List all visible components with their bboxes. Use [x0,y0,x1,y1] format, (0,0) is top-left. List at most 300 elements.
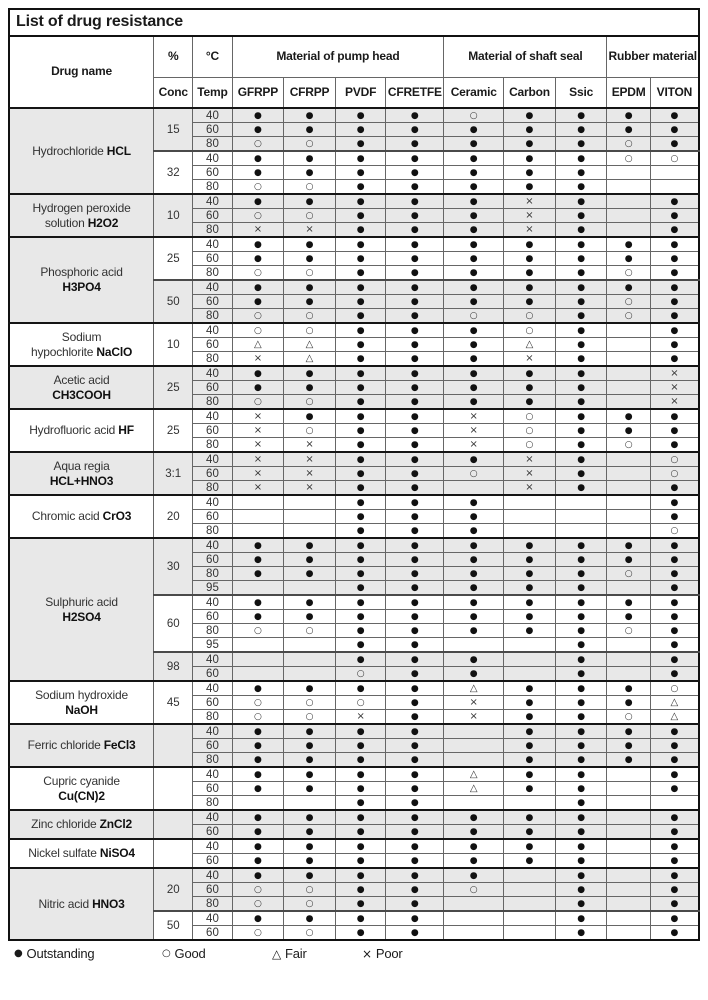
temperature-cell: 60 [193,424,232,438]
rating-cell: ● [335,209,386,223]
rating-cell: ○ [607,137,650,152]
rating-cell: ● [555,223,607,238]
rating-cell: × [232,467,284,481]
temperature-cell: 40 [193,409,232,424]
rating-cell: ○ [284,395,336,410]
rating-cell: ● [555,667,607,682]
rating-cell: ● [555,624,607,638]
rating-cell: × [504,209,556,223]
data-row [9,538,699,553]
rating-cell: ● [386,839,444,854]
rating-cell: × [504,452,556,467]
rating-cell: ● [555,108,607,123]
rating-cell: ● [335,108,386,123]
rating-cell: ● [232,739,284,753]
rating-cell: ● [650,209,699,223]
rating-cell: ● [386,338,444,352]
rating-cell: ● [555,409,607,424]
rating-cell: ● [284,366,336,381]
legend-item-good [162,946,272,961]
rating-cell: ● [232,724,284,739]
rating-cell: ● [386,467,444,481]
rating-cell: ● [504,266,556,281]
temperature-cell: 80 [193,180,232,195]
rating-cell: ● [504,810,556,825]
rating-cell: ● [386,180,444,195]
rating-cell: ● [650,868,699,883]
rating-cell: ● [555,323,607,338]
rating-cell: ● [504,724,556,739]
temperature-cell: 60 [193,338,232,352]
rating-cell: ● [555,266,607,281]
rating-cell: ● [386,424,444,438]
rating-cell: ● [386,123,444,137]
rating-cell: ● [335,223,386,238]
temperature-cell: 80 [193,223,232,238]
rating-cell [607,180,650,195]
rating-cell: ● [504,108,556,123]
rating-cell: ● [335,739,386,753]
col-header-epdm: EPDM [607,78,650,109]
rating-cell: ○ [232,926,284,941]
data-row [9,237,699,252]
drug-name-cell: Hydrogen peroxide solution H2O2 [9,194,154,237]
rating-cell: ● [650,883,699,897]
rating-cell: × [284,467,336,481]
rating-cell: ● [386,595,444,610]
rating-cell: ● [504,252,556,266]
rating-cell: ● [284,123,336,137]
rating-cell: ● [386,854,444,869]
rating-cell: ○ [607,710,650,725]
rating-cell: ● [335,194,386,209]
rating-cell: ● [650,926,699,941]
temperature-cell: 60 [193,166,232,180]
rating-cell: ● [650,610,699,624]
rating-cell: ● [386,652,444,667]
rating-cell [607,911,650,926]
rating-cell: ○ [284,266,336,281]
temperature-cell: 40 [193,108,232,123]
rating-cell: ● [386,897,444,912]
rating-cell: ● [444,151,504,166]
rating-cell: △ [444,767,504,782]
rating-cell: ● [607,538,650,553]
temperature-cell: 95 [193,638,232,653]
rating-cell: ● [284,724,336,739]
temperature-cell: 80 [193,309,232,324]
col-header-conc: Conc [154,78,193,109]
rating-cell: ● [335,868,386,883]
rating-cell: ● [504,839,556,854]
concentration-cell: 20 [154,868,193,911]
temperature-cell: 60 [193,782,232,796]
rating-cell: ● [650,323,699,338]
rating-cell: × [284,481,336,496]
rating-cell: ● [650,652,699,667]
rating-cell: ● [386,610,444,624]
rating-cell: ● [650,510,699,524]
rating-cell [232,581,284,596]
rating-cell: ● [555,911,607,926]
rating-cell: ● [650,295,699,309]
rating-cell: ● [386,166,444,180]
rating-cell: ● [650,553,699,567]
rating-cell: ○ [504,323,556,338]
temperature-cell: 80 [193,137,232,152]
rating-cell: ○ [284,424,336,438]
rating-cell: ● [386,409,444,424]
rating-cell: ● [650,237,699,252]
rating-cell: ● [444,810,504,825]
rating-cell: × [444,696,504,710]
rating-cell: ● [386,739,444,753]
page-title: List of drug resistance [9,9,699,36]
rating-cell [444,926,504,941]
rating-cell: ● [232,366,284,381]
rating-cell: ● [555,137,607,152]
rating-cell [607,839,650,854]
rating-cell: ● [555,681,607,696]
rating-cell: ● [555,395,607,410]
temperature-cell: 80 [193,567,232,581]
rating-cell: ● [444,868,504,883]
col-header-temp-unit: °C [193,36,232,78]
rating-cell: ● [335,452,386,467]
rating-cell [607,352,650,367]
rating-cell: ● [335,495,386,510]
drug-name-cell: Acetic acid CH3COOH [9,366,154,409]
rating-cell [444,796,504,811]
rating-cell: ● [607,252,650,266]
rating-cell: ● [607,123,650,137]
rating-cell: ● [284,538,336,553]
rating-cell: ● [386,810,444,825]
rating-cell: ● [386,553,444,567]
rating-cell: ● [444,854,504,869]
rating-cell: ● [650,839,699,854]
rating-cell: ● [607,610,650,624]
rating-cell [607,166,650,180]
rating-cell: ● [555,581,607,596]
rating-cell: ● [232,825,284,840]
rating-cell: ○ [232,209,284,223]
col-header-carbon: Carbon [504,78,556,109]
rating-cell [284,524,336,539]
rating-cell: ○ [284,696,336,710]
rating-cell: ● [504,280,556,295]
rating-cell: ● [335,510,386,524]
data-row [9,810,699,825]
title-row [9,9,699,36]
rating-cell: ● [650,538,699,553]
rating-cell: ● [386,667,444,682]
rating-cell: ● [555,810,607,825]
data-row [9,724,699,739]
rating-cell: ● [386,581,444,596]
rating-cell [284,667,336,682]
table-body [9,108,699,940]
rating-cell [504,495,556,510]
concentration-cell [154,767,193,810]
concentration-cell: 30 [154,538,193,595]
rating-cell: ○ [444,467,504,481]
temperature-cell: 60 [193,883,232,897]
rating-cell: ● [555,481,607,496]
rating-cell: △ [650,710,699,725]
rating-cell: ● [444,538,504,553]
legend-item-outstanding [14,946,162,961]
rating-cell [444,911,504,926]
rating-cell [607,868,650,883]
concentration-cell: 25 [154,366,193,409]
rating-cell: ● [607,553,650,567]
rating-cell: ○ [607,151,650,166]
rating-cell [607,323,650,338]
rating-cell: ○ [444,108,504,123]
rating-cell: ○ [335,696,386,710]
rating-cell: ● [232,911,284,926]
rating-cell: ● [335,724,386,739]
rating-cell [504,638,556,653]
rating-cell: ● [555,753,607,768]
temperature-cell: 80 [193,266,232,281]
rating-cell: ● [650,495,699,510]
rating-cell: ● [335,595,386,610]
rating-cell: ● [284,553,336,567]
rating-cell: ● [284,409,336,424]
col-header-temp: Temp [193,78,232,109]
rating-cell: ○ [650,681,699,696]
rating-cell: ● [386,366,444,381]
rating-cell: ● [444,610,504,624]
rating-cell: ● [504,753,556,768]
rating-cell: △ [284,338,336,352]
rating-cell: ○ [504,438,556,453]
rating-cell: ● [232,151,284,166]
rating-cell: ● [444,223,504,238]
rating-cell: ● [555,151,607,166]
rating-cell: ● [444,352,504,367]
rating-cell: ● [650,424,699,438]
temperature-cell: 40 [193,495,232,510]
rating-cell: ● [444,667,504,682]
rating-cell: ● [444,595,504,610]
rating-cell: ● [386,681,444,696]
rating-cell: ● [232,753,284,768]
temperature-cell: 80 [193,524,232,539]
data-row [9,681,699,696]
rating-cell: ● [386,352,444,367]
rating-cell: ● [386,624,444,638]
rating-cell: ● [555,567,607,581]
temperature-cell: 40 [193,237,232,252]
rating-cell: ● [232,252,284,266]
rating-cell: ● [650,438,699,453]
rating-cell: ● [335,467,386,481]
rating-cell: ● [444,295,504,309]
rating-cell [504,510,556,524]
rating-cell [444,739,504,753]
group-header-pump-head: Material of pump head [232,36,444,78]
concentration-cell: 98 [154,652,193,681]
rating-cell: ● [650,767,699,782]
rating-cell: ○ [607,266,650,281]
legend-label-fair: Fair [285,946,307,961]
rating-cell: ○ [607,624,650,638]
rating-cell: ● [650,739,699,753]
rating-cell: ● [444,381,504,395]
rating-cell [607,467,650,481]
rating-cell: ○ [284,897,336,912]
rating-cell: × [504,194,556,209]
rating-cell: ● [335,839,386,854]
temperature-cell: 80 [193,753,232,768]
rating-cell: ● [650,624,699,638]
temperature-cell: 80 [193,796,232,811]
legend-item-poor [362,946,403,961]
rating-cell [232,667,284,682]
rating-cell: ● [555,381,607,395]
rating-cell: ● [335,624,386,638]
rating-cell: ● [607,724,650,739]
rating-cell: ● [284,108,336,123]
rating-cell [232,652,284,667]
rating-cell: ● [335,753,386,768]
rating-cell: ● [335,295,386,309]
rating-cell: ○ [284,309,336,324]
col-header-conc-unit: % [154,36,193,78]
rating-cell: × [232,223,284,238]
rating-cell: ● [284,295,336,309]
rating-cell: ● [444,280,504,295]
legend-label-outstanding: Outstanding [26,946,95,961]
rating-cell: ○ [607,438,650,453]
rating-cell: ● [444,209,504,223]
concentration-cell: 60 [154,595,193,652]
rating-cell: ● [335,538,386,553]
rating-cell: ● [386,395,444,410]
temperature-cell: 60 [193,610,232,624]
rating-cell [607,638,650,653]
rating-cell: ● [284,825,336,840]
rating-cell: ● [650,108,699,123]
rating-cell: ● [555,724,607,739]
rating-cell: ○ [284,209,336,223]
rating-cell: ● [555,180,607,195]
rating-cell: ● [650,825,699,840]
rating-cell: ● [444,495,504,510]
rating-cell: ● [444,338,504,352]
group-header-rubber-material: Rubber material [607,36,699,78]
rating-cell [607,926,650,941]
rating-cell: ● [555,209,607,223]
rating-cell: × [232,352,284,367]
rating-cell: ● [386,495,444,510]
rating-cell: ● [555,424,607,438]
rating-cell [650,166,699,180]
rating-cell: ● [335,652,386,667]
rating-cell: ● [650,266,699,281]
rating-cell: ● [650,223,699,238]
rating-cell: ● [284,753,336,768]
rating-cell: ● [650,567,699,581]
rating-cell: ● [650,123,699,137]
rating-cell: ● [504,366,556,381]
rating-cell: ● [335,610,386,624]
rating-cell [504,652,556,667]
data-row [9,108,699,123]
rating-cell: ● [555,825,607,840]
data-row [9,452,699,467]
rating-cell: △ [284,352,336,367]
rating-cell: ○ [650,151,699,166]
data-row [9,366,699,381]
temperature-cell: 60 [193,381,232,395]
rating-cell: ● [607,424,650,438]
temperature-cell: 40 [193,595,232,610]
drug-name-cell: Cupric cyanide Cu(CN)2 [9,767,154,810]
rating-cell: ● [335,266,386,281]
rating-cell: ● [386,438,444,453]
rating-cell: ● [232,381,284,395]
rating-cell: ● [650,753,699,768]
rating-cell: ● [284,739,336,753]
rating-cell: ○ [504,309,556,324]
poor-cross-icon: × [362,946,372,961]
drug-name-cell: Hydrochloride HCL [9,108,154,194]
rating-cell: ● [386,911,444,926]
rating-cell [607,883,650,897]
concentration-cell: 3:1 [154,452,193,495]
concentration-cell: 15 [154,108,193,151]
rating-cell: ● [232,782,284,796]
concentration-cell: 10 [154,194,193,237]
rating-cell: ● [232,767,284,782]
rating-cell: ● [555,926,607,941]
rating-cell: ● [284,681,336,696]
rating-cell: ○ [232,897,284,912]
rating-cell: ● [232,280,284,295]
drug-name-cell: Sodium hypochlorite NaClO [9,323,154,366]
rating-cell: ○ [284,926,336,941]
rating-cell: ● [386,782,444,796]
rating-cell: ● [284,839,336,854]
rating-cell: ● [504,295,556,309]
data-row [9,409,699,424]
rating-cell: ● [607,739,650,753]
rating-cell: ● [504,825,556,840]
rating-cell [232,510,284,524]
rating-cell: ● [504,180,556,195]
rating-cell: ● [504,739,556,753]
rating-cell: ● [386,309,444,324]
rating-cell [607,209,650,223]
rating-cell: ● [386,108,444,123]
rating-cell: ● [555,868,607,883]
rating-cell: ● [650,724,699,739]
rating-cell [607,338,650,352]
rating-cell [607,194,650,209]
rating-cell: ● [335,409,386,424]
rating-cell: ● [504,553,556,567]
rating-cell: ● [444,624,504,638]
rating-cell: × [284,223,336,238]
drug-name-cell: Zinc chloride ZnCl2 [9,810,154,839]
temperature-cell: 80 [193,481,232,496]
col-header-cfrpp: CFRPP [284,78,336,109]
concentration-cell [154,724,193,767]
